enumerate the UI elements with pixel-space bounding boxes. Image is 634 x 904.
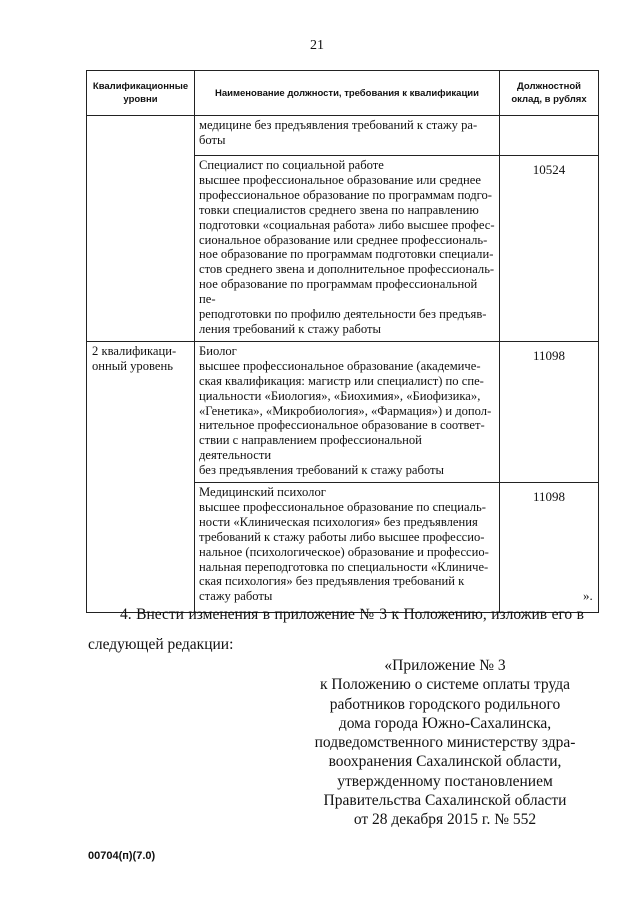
- text-line: ное образование по программам подготовки специали-: [199, 247, 494, 262]
- header-level: Квалификационные уровни: [87, 71, 195, 116]
- page-number: 21: [310, 38, 324, 53]
- level-cell: [87, 341, 195, 482]
- text-line: высшее профессиональное образование или среднее: [199, 172, 481, 187]
- text-line: Биолог: [199, 343, 237, 358]
- level-cell: [87, 116, 195, 156]
- text-line: профессиональное образование по программам подго-: [199, 187, 492, 202]
- table-end-mark: ».: [583, 588, 593, 603]
- header-salary: Должностной оклад, в рублях: [500, 71, 599, 116]
- text-line: подготовки «социальная работа» либо высшее профес-: [199, 217, 495, 232]
- text-line: ное образование по программам профессиональной пе-: [199, 277, 478, 307]
- text-line: Медицинский психолог: [199, 485, 326, 500]
- salary-cell: 11098: [500, 483, 599, 613]
- text-line: реподготовки по профилю деятельности без предъяв-: [199, 307, 487, 322]
- text-line: «Генетика», «Микробиология», «Фармация») и допол-: [199, 403, 492, 418]
- text-line: ления требований к стажу работы: [199, 321, 381, 336]
- level-cell: [87, 483, 195, 613]
- table-row: [87, 116, 599, 156]
- appendix-line: воохранения Сахалинской области,: [328, 753, 562, 771]
- salary-cell: 11098: [500, 341, 599, 482]
- level-text-line: 2 квалификаци-: [92, 343, 177, 358]
- salary-cell: [500, 116, 599, 156]
- position-cell: [195, 116, 500, 156]
- text-line: Специалист по социальной работе: [199, 158, 384, 172]
- text-line: нальное (психологическое) образование и профессио-: [199, 544, 489, 559]
- header-position: Наименование должности, требования к квалификации: [195, 71, 500, 116]
- salary-cell: 10524: [500, 156, 599, 342]
- table-header-row: [87, 71, 599, 116]
- appendix-header: [300, 656, 590, 830]
- appendix-line: утвержденному постановлением: [337, 772, 553, 790]
- appendix-line: подведомственного министерству здра-: [314, 734, 576, 752]
- appendix-line: Правительства Сахалинской области: [323, 792, 567, 810]
- appendix-line: к Положению о системе оплаты труда: [320, 676, 570, 694]
- text-line: медицине без предъявления требований к стажу ра-: [199, 118, 478, 132]
- text-line: ствии с направлением профессиональной деятельности: [199, 433, 422, 463]
- table-row: [87, 483, 599, 613]
- text-line: ская квалификация: магистр или специалист) по спе-: [199, 373, 484, 388]
- text-line: ности «Клиническая психология» без предъявления: [199, 514, 478, 529]
- text-line: циальности «Биология», «Биохимия», «Биофизика»,: [199, 388, 481, 403]
- table-row: [87, 341, 599, 482]
- paragraph-line-2: следующей редакции:: [88, 636, 234, 653]
- document-code: 00704(п)(7.0): [88, 850, 156, 862]
- text-line: стов среднего звена и дополнительное профессиональ-: [199, 262, 495, 277]
- text-line: боты: [199, 132, 226, 147]
- appendix-line: дома города Южно-Сахалинска,: [338, 714, 552, 732]
- appendix-line: от 28 декабря 2015 г. № 552: [353, 811, 537, 829]
- level-text-line: онный уровень: [92, 358, 173, 373]
- text-line: высшее профессиональное образование (академиче-: [199, 358, 481, 373]
- position-cell: [195, 483, 500, 613]
- text-line: без предъявления требований к стажу работы: [199, 463, 444, 478]
- text-line: стажу работы: [199, 589, 273, 604]
- table-row: [87, 156, 599, 342]
- level-cell: [87, 156, 195, 342]
- position-cell: [195, 156, 500, 342]
- text-line: ская психология» без предъявления требований к: [199, 574, 465, 589]
- text-line: сиональное образование или среднее профессиональ-: [199, 232, 488, 247]
- salary-table: [86, 70, 599, 613]
- text-line: товки специалистов среднего звена по направлению: [199, 202, 479, 217]
- text-line: требований к стажу работы либо высшее профессио-: [199, 529, 485, 544]
- position-cell: [195, 341, 500, 482]
- text-line: высшее профессиональное образование по специаль-: [199, 499, 486, 514]
- appendix-line: работников городского родильного: [329, 695, 561, 713]
- text-line: нальная переподготовка по специальности «Клиниче-: [199, 559, 489, 574]
- text-line: нительное профессиональное образование в соответ-: [199, 418, 485, 433]
- paragraph-line-1: 4. Внести изменения в приложение № 3 к Положению, изложив его в: [120, 606, 584, 623]
- appendix-line: «Приложение № 3: [384, 657, 506, 674]
